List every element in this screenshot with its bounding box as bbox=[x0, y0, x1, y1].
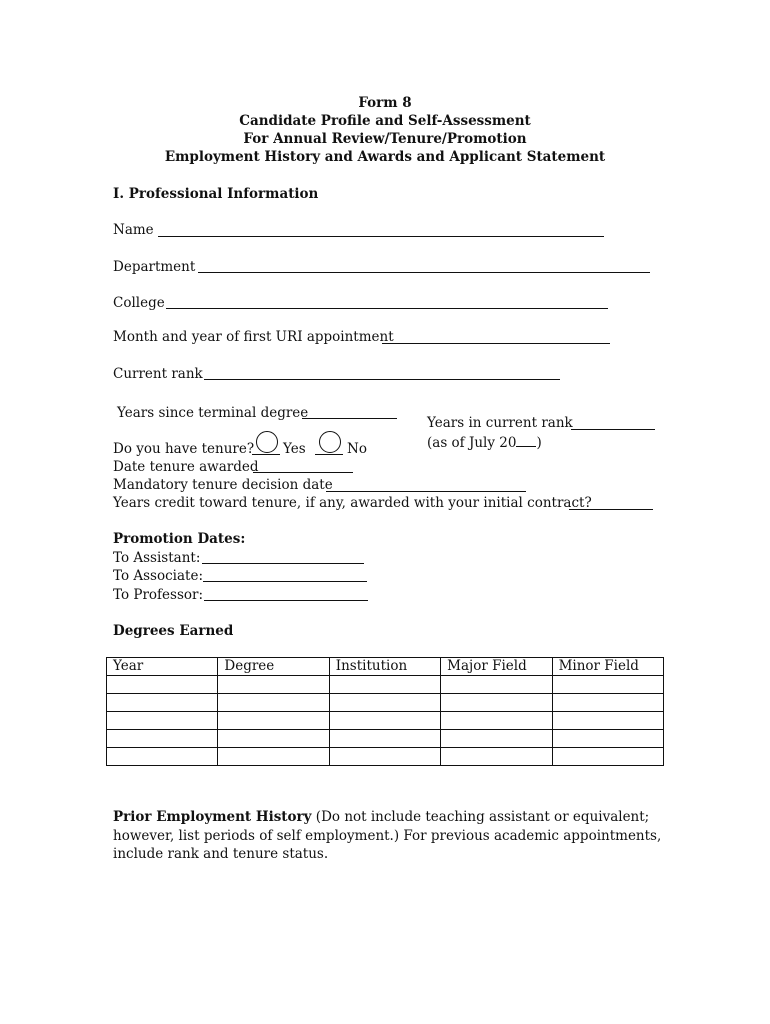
mandatory-field[interactable] bbox=[326, 491, 526, 492]
promotion-heading: Promotion Dates: bbox=[113, 531, 246, 547]
employment-instructions: (Do not include teaching assistant or equivalent; however, list periods of self employment.) For previous academic appointments, include rank and tenure status. bbox=[113, 809, 662, 862]
years-credit-label: Years credit toward tenure, if any, awarded with your initial contract? bbox=[113, 495, 592, 511]
years-current-rank-field[interactable] bbox=[571, 429, 655, 430]
assistant-field[interactable] bbox=[202, 563, 364, 564]
form-number: Form 8 bbox=[358, 95, 412, 111]
yes-blank bbox=[252, 454, 280, 455]
mandatory-label: Mandatory tenure decision date bbox=[113, 477, 333, 493]
name-label: Name bbox=[113, 222, 154, 238]
section-heading: I. Professional Information bbox=[113, 186, 319, 202]
college-label: College bbox=[113, 295, 165, 311]
assistant-label: To Assistant: bbox=[113, 550, 201, 566]
degrees-table bbox=[106, 657, 664, 766]
department-label: Department bbox=[113, 259, 196, 275]
as-of-label: (as of July 20 ) bbox=[427, 435, 542, 451]
employment-paragraph bbox=[113, 808, 673, 864]
table-row bbox=[107, 730, 664, 748]
column-major-field: Major Field bbox=[441, 658, 552, 676]
tenure-question: Do you have tenure? bbox=[113, 441, 255, 457]
years-terminal-label: Years since terminal degree bbox=[117, 405, 309, 421]
column-year: Year bbox=[107, 658, 218, 676]
employment-heading: Prior Employment History bbox=[113, 809, 312, 825]
as-of-year-field[interactable] bbox=[516, 433, 536, 447]
tenure-awarded-label: Date tenure awarded bbox=[113, 459, 259, 475]
yes-radio[interactable] bbox=[256, 431, 278, 453]
college-field[interactable] bbox=[166, 308, 608, 309]
professor-field[interactable] bbox=[204, 600, 368, 601]
column-degree: Degree bbox=[218, 658, 329, 676]
professor-label: To Professor: bbox=[113, 587, 204, 603]
no-radio[interactable] bbox=[319, 431, 341, 453]
table-row bbox=[107, 748, 664, 766]
current-rank-field[interactable] bbox=[204, 379, 560, 380]
form-subtitle-2: Employment History and Awards and Applicant Statement bbox=[164, 149, 606, 165]
form-subtitle: For Annual Review/Tenure/Promotion bbox=[243, 131, 527, 147]
degrees-heading: Degrees Earned bbox=[113, 623, 234, 639]
first-appointment-field[interactable] bbox=[382, 343, 610, 344]
tenure-awarded-field[interactable] bbox=[253, 472, 353, 473]
name-field[interactable] bbox=[158, 236, 604, 237]
years-terminal-field[interactable] bbox=[302, 418, 397, 419]
form-title: Candidate Profile and Self-Assessment bbox=[239, 113, 531, 129]
table-row bbox=[107, 712, 664, 730]
table-row bbox=[107, 694, 664, 712]
column-institution: Institution bbox=[329, 658, 440, 676]
associate-field[interactable] bbox=[203, 581, 367, 582]
associate-label: To Associate: bbox=[113, 568, 203, 584]
column-minor-field: Minor Field bbox=[552, 658, 663, 676]
years-credit-field[interactable] bbox=[569, 509, 653, 510]
current-rank-label: Current rank bbox=[113, 366, 203, 382]
table-row bbox=[107, 676, 664, 694]
yes-label: Yes bbox=[283, 441, 306, 457]
first-appointment-label: Month and year of first URI appointment bbox=[113, 329, 394, 345]
department-field[interactable] bbox=[198, 272, 650, 273]
years-current-rank-label: Years in current rank bbox=[427, 415, 573, 431]
no-label: No bbox=[347, 441, 367, 457]
no-blank bbox=[315, 454, 343, 455]
